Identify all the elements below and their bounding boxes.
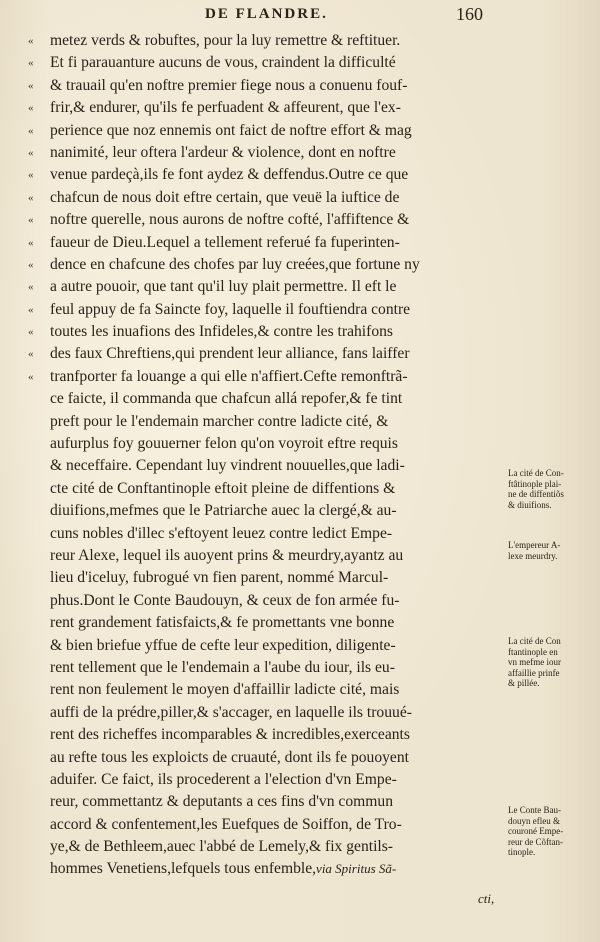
line-main-text: reur, commettantz & deputants a ces fins d'vn commun	[50, 793, 393, 811]
line-main-text: nanimité, leur oftera l'ardeur & violence, dont en noftre	[50, 143, 396, 161]
quotation-mark: «	[28, 348, 34, 361]
line-text	[50, 343, 410, 365]
text-line	[30, 411, 510, 433]
line-main-text: perience que noz ennemis ont faict de noftre effort & mag	[50, 121, 412, 139]
text-line	[30, 769, 510, 791]
page-header	[0, 4, 600, 28]
quotation-mark: «	[28, 326, 34, 339]
line-text	[50, 612, 394, 634]
margin-note-line: Le Conte Bau-	[508, 805, 561, 815]
text-line	[30, 388, 510, 410]
quotation-mark: «	[28, 370, 34, 383]
line-text	[50, 545, 403, 567]
body-text	[30, 30, 510, 881]
margin-note	[508, 540, 600, 561]
line-text	[50, 724, 410, 746]
line-text	[50, 567, 388, 589]
quotation-mark: «	[28, 281, 34, 294]
text-line	[30, 366, 510, 388]
line-main-text: rent des richeffes incomparables & incredibles,exerceants	[50, 726, 410, 744]
line-text	[50, 187, 399, 209]
catchword: cti,	[478, 891, 495, 906]
margin-note	[508, 636, 600, 689]
text-line	[30, 120, 510, 142]
line-text	[50, 635, 396, 657]
margin-note-line: vn mefme iour	[508, 657, 561, 667]
line-text	[50, 523, 392, 545]
line-main-text: & neceffaire. Cependant luy vindrent nouuelles,que ladi-	[50, 457, 405, 475]
line-main-text: accord & confentement,les Euefques de Soiffon, de Tro-	[50, 815, 402, 833]
margin-note-line: ftâtinople plai-	[508, 478, 562, 489]
line-main-text: a autre pouoir, que tant qu'il luy plait permettre. Il eft le	[50, 278, 397, 296]
line-text	[50, 388, 402, 410]
margin-note-line: affaillie prinfe	[508, 667, 560, 678]
line-main-text: hommes Venetiens,lefquels tous enfemble,	[50, 860, 317, 878]
text-line	[30, 209, 510, 231]
line-text	[50, 791, 393, 813]
line-main-text: ce faicte, il commanda que chafcun allá repofer,& fe tint	[50, 390, 403, 408]
text-line	[30, 836, 510, 858]
line-text	[50, 769, 397, 791]
line-text	[50, 747, 409, 769]
quotation-mark: «	[28, 102, 34, 115]
line-text	[50, 366, 408, 388]
quotation-mark: «	[28, 214, 34, 227]
line-main-text: chafcun de nous doit eftre certain, que veuë la iuftice de	[50, 188, 400, 206]
line-text	[50, 142, 396, 164]
line-main-text: au refte tous les exploicts de cruauté, dont ils fe pouoyent	[50, 748, 409, 766]
line-text	[50, 30, 400, 52]
line-main-text: lieu d'iceluy, fubrogué vn fien parent, nommé Marcul-	[50, 569, 389, 587]
line-main-text: rent grandement fatisfaicts,& fe promettants vne bonne	[50, 614, 395, 632]
line-text	[50, 478, 395, 500]
text-line	[30, 254, 510, 276]
margin-note-line: couroné Empe-	[508, 826, 564, 836]
line-main-text: Et fi parauanture aucuns de vous, craindent la difficulté	[50, 54, 396, 72]
quotation-mark: «	[28, 79, 34, 92]
italic-latin-text: via Spiritus Sã-	[316, 861, 397, 877]
margin-note-line: ne de diffentiõs	[508, 489, 564, 499]
line-text	[50, 75, 407, 97]
line-text	[50, 814, 402, 836]
margin-note-line: lexe meurdry.	[508, 550, 558, 561]
text-line	[30, 433, 510, 455]
text-line	[30, 545, 510, 567]
line-text	[50, 500, 397, 522]
line-main-text: metez verds & robuftes, pour la luy remettre & reftituer.	[50, 32, 401, 49]
line-text	[50, 679, 399, 701]
line-text	[50, 858, 396, 880]
line-main-text: ye,& de Bethleem,auec l'abbé de Lemely,& fix gentils-	[50, 838, 394, 856]
text-line	[30, 635, 510, 657]
text-line	[30, 500, 510, 522]
quotation-mark: «	[28, 169, 34, 182]
line-main-text: reur Alexe, lequel ils auoyent prins & meurdry,ayantz au	[50, 546, 404, 564]
line-main-text: rent non feulement le moyen d'affaillir ladicte cité, mais	[50, 681, 400, 699]
running-title: DE FLANDRE.	[205, 6, 328, 22]
text-line	[30, 164, 510, 186]
text-line	[30, 97, 510, 119]
line-main-text: dence en chafcune des chofes par luy creées,que fortune ny	[50, 255, 420, 273]
line-text	[50, 455, 405, 477]
text-line	[30, 187, 510, 209]
line-main-text: auffi de la prédre,piller,& s'accager, en laquelle ils trouué-	[50, 703, 412, 721]
line-text	[50, 299, 410, 321]
text-line	[30, 75, 510, 97]
line-text	[50, 836, 393, 858]
text-line	[30, 142, 510, 164]
line-text	[50, 321, 393, 343]
line-text	[50, 590, 399, 612]
quotation-mark: «	[28, 124, 34, 137]
margin-note-line: La cité de Con-	[508, 468, 564, 478]
line-main-text: venue pardeçà,ils fe font aydez & deffendus.Outre ce que	[50, 166, 409, 184]
line-text	[50, 164, 408, 186]
text-line	[30, 30, 510, 52]
line-main-text: des faux Chreftiens,qui prendent leur alliance, fans laiffer	[50, 345, 410, 363]
line-main-text: aufurplus foy gouuerner felon qu'on voyroit eftre requis	[50, 435, 398, 453]
text-line	[30, 702, 510, 724]
line-main-text: tranfporter fa louange a qui elle n'affiert.Cefte remonftrã-	[50, 367, 408, 385]
text-line	[30, 455, 510, 477]
margin-note-line: reur de Cõftan-	[508, 836, 563, 847]
text-line	[30, 858, 510, 880]
text-line	[30, 299, 510, 321]
line-main-text: preft pour le l'endemain marcher contre ladicte cité, &	[50, 412, 389, 430]
line-main-text: feul appuy de fa Saincte foy, laquelle il fouftiendra contre	[50, 300, 411, 318]
text-line	[30, 724, 510, 746]
line-main-text: faueur de Dieu.Lequel a tellement referué fa fuperinten-	[50, 233, 400, 251]
line-main-text: & trauail qu'en noftre premier fiege nous a conuenu fouf-	[50, 76, 408, 94]
text-line	[30, 747, 510, 769]
text-line	[30, 523, 510, 545]
margin-note-line: & diuifions.	[508, 499, 552, 510]
line-text	[50, 702, 412, 724]
line-main-text: & bien briefue yffue de cefte leur expedition, diligente-	[50, 636, 396, 654]
text-line	[30, 612, 510, 634]
line-text	[50, 433, 398, 455]
margin-note-line: La cité de Con	[508, 636, 561, 646]
text-line	[30, 791, 510, 813]
quotation-mark: «	[28, 146, 34, 159]
margin-note-line: L'empereur A-	[508, 540, 561, 550]
text-line	[30, 478, 510, 500]
text-line	[30, 590, 510, 612]
line-text	[50, 120, 412, 142]
line-main-text: rent tellement que le l'endemain a l'aube du iour, ils eu-	[50, 658, 395, 676]
line-text	[50, 232, 400, 254]
text-line	[30, 321, 510, 343]
page-number: 160	[456, 4, 483, 24]
margin-note-line: & pillée.	[508, 678, 540, 688]
margin-note-line: tinople.	[508, 847, 536, 857]
line-main-text: frir,& endurer, qu'ils fe perfuadent & affeurent, que l'ex-	[50, 99, 401, 117]
line-text	[50, 276, 396, 298]
line-main-text: aduifer. Ce faict, ils procederent a l'election d'vn Empe-	[50, 770, 397, 788]
margin-note	[508, 805, 600, 858]
text-line	[30, 343, 510, 365]
line-text	[50, 657, 395, 679]
text-line	[30, 814, 510, 836]
text-line	[30, 679, 510, 701]
text-line	[30, 232, 510, 254]
quotation-mark: «	[28, 57, 34, 70]
text-line	[30, 276, 510, 298]
quotation-mark: «	[28, 35, 34, 47]
line-main-text: cuns nobles d'illec s'eftoyent leuez contre ledict Empe-	[50, 524, 393, 542]
margin-note-line: ftantinople en	[508, 646, 558, 657]
line-text	[50, 209, 409, 231]
line-text	[50, 411, 388, 433]
line-main-text: diuifions,mefmes que le Patriarche auec la clergé,& au-	[50, 502, 397, 520]
text-line	[30, 52, 510, 74]
quotation-mark: «	[28, 236, 34, 249]
line-main-text: toutes les inuafions des Infideles,& contre les trahifons	[50, 323, 393, 341]
margin-note-line: douyn efleu &	[508, 815, 560, 826]
quotation-mark: «	[28, 191, 34, 204]
text-line	[30, 657, 510, 679]
margin-note	[508, 468, 600, 510]
quotation-mark: «	[28, 303, 34, 316]
line-main-text: noftre querelle, nous aurons de noftre cofté, l'affiftence &	[50, 211, 410, 229]
line-main-text: cte cité de Conftantinople eftoit pleine de diffentions &	[50, 479, 396, 497]
line-text	[50, 254, 420, 276]
line-main-text: phus.Dont le Conte Baudouyn, & ceux de fon armée fu-	[50, 591, 400, 609]
line-text	[50, 52, 396, 74]
line-text	[50, 97, 401, 119]
text-line	[30, 567, 510, 589]
quotation-mark: «	[28, 258, 34, 271]
